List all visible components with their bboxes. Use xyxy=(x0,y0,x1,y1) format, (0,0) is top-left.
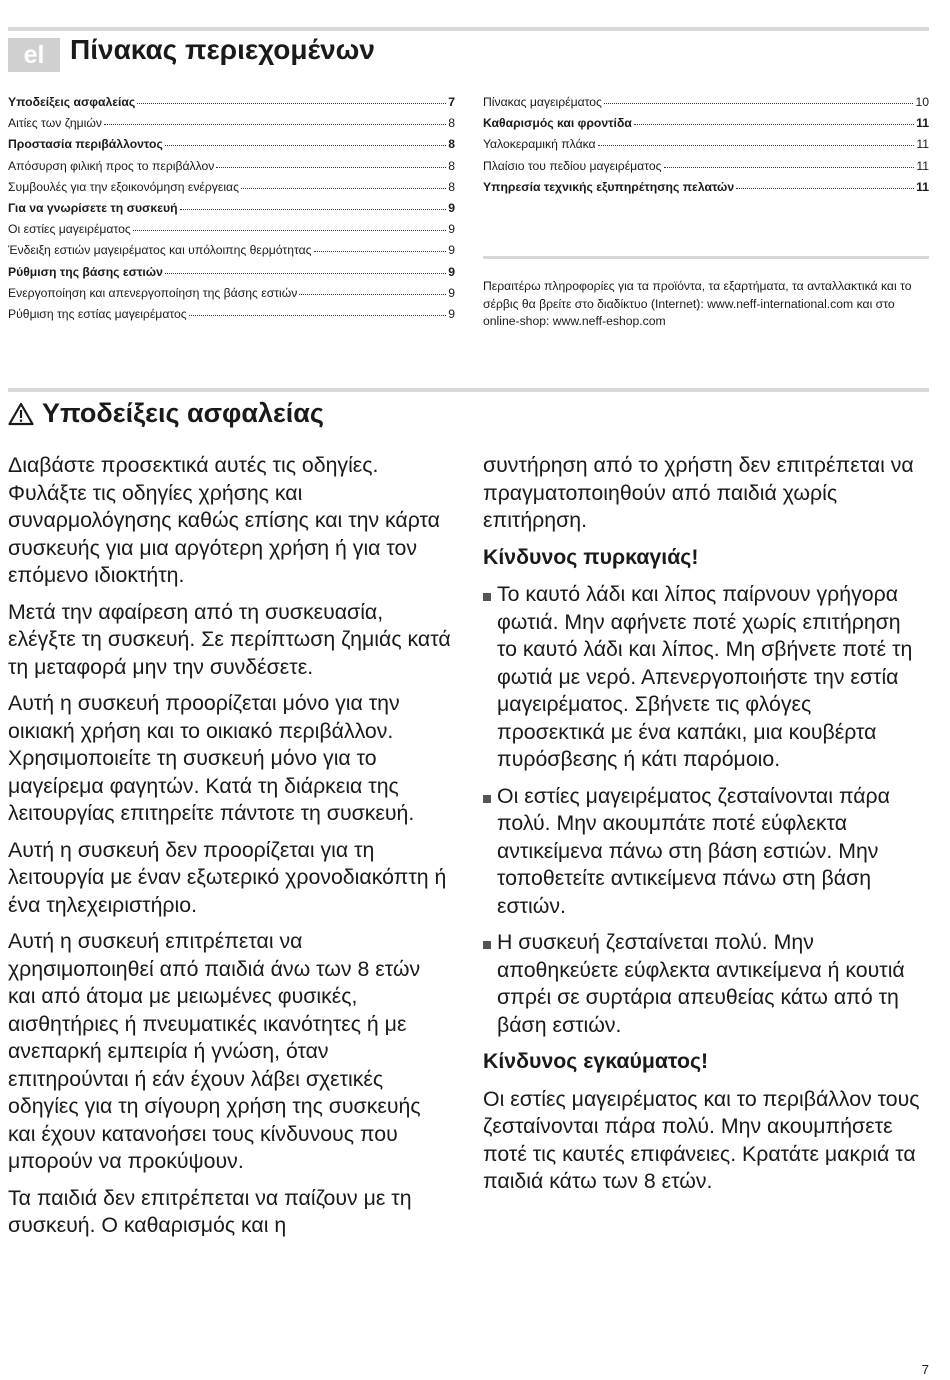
toc-entry-text: Ενεργοποίηση και απενεργοποίηση της βάσης εστιών xyxy=(8,285,298,300)
toc-entry[interactable] xyxy=(483,116,929,137)
safety-title-text: Υποδείξεις ασφαλείας xyxy=(42,398,324,428)
safety-paragraph: συντήρηση από το χρήστη δεν επιτρέπεται να πραγματοποιηθούν από παιδιά χωρίς επιτήρηση. xyxy=(483,453,914,532)
top-rule xyxy=(8,27,929,31)
toc-leader xyxy=(189,315,447,316)
toc-entry-page: 9 xyxy=(448,222,455,237)
toc-entry-text: Υπηρεσία τεχνικής εξυπηρέτησης πελατών xyxy=(483,179,735,194)
toc-leader xyxy=(598,145,915,146)
list-item xyxy=(483,783,923,921)
toc-leader xyxy=(634,124,914,125)
toc-entry[interactable] xyxy=(8,222,455,243)
toc-entry[interactable] xyxy=(483,159,929,180)
bullet-square-icon xyxy=(483,593,491,601)
toc-entry-text: Αιτίες των ζημιών xyxy=(8,116,102,131)
safety-paragraph: Διαβάστε προσεκτικά αυτές τις οδηγίες. Φυλάξτε τις οδηγίες χρήσης και συναρμολόγησης καθώς επίσης και την κάρτα συσκευής για μια αργότερη χρήση ή για τον επόμενο ιδιοκτήτη. xyxy=(8,453,440,587)
toc-entry[interactable] xyxy=(8,201,455,222)
toc-leader xyxy=(664,167,915,168)
toc-entry-text: Ρύθμιση της βάσης εστιών xyxy=(8,264,163,279)
toc-entry[interactable] xyxy=(8,95,455,116)
toc-entry-page: 9 xyxy=(448,243,455,258)
toc-entry-text: Υποδείξεις ασφαλείας xyxy=(8,95,136,109)
safety-section-title xyxy=(8,398,324,429)
language-badge: el xyxy=(8,38,60,72)
toc-entry[interactable] xyxy=(483,137,929,158)
toc-entry[interactable] xyxy=(8,180,455,201)
toc-leader xyxy=(180,209,447,210)
toc-entry[interactable] xyxy=(483,180,929,201)
toc-entry[interactable] xyxy=(8,286,455,307)
toc-leader xyxy=(165,273,446,274)
list-item xyxy=(483,929,923,1039)
toc-entry-text: Ένδειξη εστιών μαγειρέματος και υπόλοιπης θερμότητας xyxy=(8,243,312,258)
toc-leader xyxy=(133,230,446,231)
toc-entry-page: 8 xyxy=(448,137,455,152)
toc-entry-page: 7 xyxy=(448,95,455,109)
toc-leader xyxy=(241,188,446,189)
toc-entry-text: Συμβουλές για την εξοικονόμηση ενέργειας xyxy=(8,179,239,194)
toc-leader xyxy=(604,103,914,104)
safety-paragraph: Αυτή η συσκευή επιτρέπεται να χρησιμοποιηθεί από παιδιά άνω των 8 ετών και από άτομα με μειωμένες φυσικές, αισθητήριες ή πνευματικές ικανότητες ή με ανεπαρκή εμπειρία ή γνώση, όταν επιτηρούνται ή εάν έχουν λάβει σχετικές οδηγίες για τη σίγουρη χρήση της συσκευής και έχουν κατανοήσει τους κίνδυνους που μπορούν να προκύψουν. xyxy=(8,929,421,1173)
toc-entry-page: 9 xyxy=(448,306,455,321)
toc-entry-page: 11 xyxy=(916,116,929,131)
toc-entry[interactable] xyxy=(8,265,455,286)
safety-paragraph: Αυτή η συσκευή δεν προορίζεται για τη λειτουργία με έναν εξωτερικό χρονοδιακόπτη ή ένα τηλεχειριστήριο. xyxy=(8,837,447,917)
toc-entry-page: 9 xyxy=(448,200,455,215)
note-rule xyxy=(483,256,929,259)
safety-paragraph: Τα παιδιά δεν επιτρέπεται να παίζουν με τη συσκευή. Ο καθαρισμός και η xyxy=(8,1185,412,1237)
bullet-square-icon xyxy=(483,941,491,949)
toc-title: Πίνακας περιεχομένων xyxy=(70,34,375,65)
online-info-note: Περαιτέρω πληροφορίες για τα προϊόντα, τα εξαρτήματα, τα ανταλλακτικά και το σέρβις θα βρείτε στο διαδίκτυο (Internet): www.neff-international.com και στο online-shop: www.neff-eshop.com xyxy=(483,279,912,328)
toc-leader xyxy=(165,145,446,146)
fire-hazard-heading: Κίνδυνος πυρκαγιάς! xyxy=(483,544,699,569)
toc-entry-text: Καθαρισμός και φροντίδα xyxy=(483,116,632,131)
toc-leader xyxy=(216,167,446,168)
toc-entry-text: Για να γνωρίσετε τη συσκευή xyxy=(8,200,178,215)
safety-left-column xyxy=(8,452,453,1249)
toc-left-column xyxy=(8,95,455,328)
toc-right-column xyxy=(483,95,929,201)
toc-leader xyxy=(104,124,446,125)
toc-entry-page: 9 xyxy=(448,264,455,279)
safety-paragraph: Μετά την αφαίρεση από τη συσκευασία, ελέγξτε τη συσκευή. Σε περίπτωση ζημιάς κατά τη μεταφορά μην την συνδέσετε. xyxy=(8,599,451,679)
toc-entry-page: 11 xyxy=(916,137,929,152)
toc-entry[interactable] xyxy=(8,116,455,137)
toc-entry-text: Προστασία περιβάλλοντος xyxy=(8,137,163,152)
toc-entry-page: 8 xyxy=(448,158,455,173)
list-item-text: Η συσκευή ζεσταίνεται πολύ. Μην αποθηκεύετε εύφλεκτα αντικείμενα ή κουτιά σπρέι σε συρτάρια απευθείας κάτω από τη βάση εστιών. xyxy=(497,930,905,1037)
toc-entry-text: Ρύθμιση της εστίας μαγειρέματος xyxy=(8,306,187,321)
toc-entry-page: 11 xyxy=(916,158,929,173)
safety-paragraph: Οι εστίες μαγειρέματος και το περιβάλλον τους ζεσταίνονται πάρα πολύ. Μην ακουμπήσετε ποτέ τις καυτές επιφάνειες. Κρατάτε μακριά τα παιδιά κάτω των 8 ετών. xyxy=(483,1086,920,1193)
section-rule xyxy=(8,388,929,392)
toc-entry-text: Υαλοκεραμική πλάκα xyxy=(483,137,596,152)
toc-entry-page: 10 xyxy=(915,95,929,109)
warning-triangle-icon xyxy=(8,402,34,426)
toc-entry-text: Πλαίσιο του πεδίου μαγειρέματος xyxy=(483,158,662,173)
toc-leader xyxy=(314,251,447,252)
toc-leader xyxy=(736,188,914,189)
list-item-text: Οι εστίες μαγειρέματος ζεσταίνονται πάρα πολύ. Μην ακουμπάτε ποτέ εύφλεκτα αντικείμενα πάνω στη βάση εστιών. Μην τοποθετείτε αντικείμενα πάνω στη βάση εστιών. xyxy=(497,783,890,918)
list-item xyxy=(483,581,923,774)
toc-entry-text: Πίνακας μαγειρέματος xyxy=(483,95,602,109)
toc-entry-page: 9 xyxy=(448,285,455,300)
toc-entry-page: 8 xyxy=(448,116,455,131)
toc-entry[interactable] xyxy=(8,159,455,180)
toc-leader xyxy=(137,103,446,104)
page-number: 7 xyxy=(921,1362,929,1377)
toc-entry[interactable] xyxy=(483,95,929,116)
bullet-square-icon xyxy=(483,795,491,803)
safety-right-column xyxy=(483,452,923,1205)
toc-entry-text: Οι εστίες μαγειρέματος xyxy=(8,222,131,237)
toc-entry-text: Απόσυρση φιλική προς το περιβάλλον xyxy=(8,158,215,173)
safety-paragraph: Αυτή η συσκευή προορίζεται μόνο για την οικιακή χρήση και το οικιακό περιβάλλον. Χρησιμοποιείτε τη συσκευή μόνο για το μαγείρεμα φαγητών. Κατά τη διάρκεια της λειτουργίας επιτηρείτε πάντοτε τη συσκευή. xyxy=(8,691,415,825)
toc-entry-page: 8 xyxy=(448,179,455,194)
toc-entry[interactable] xyxy=(8,307,455,328)
toc-leader xyxy=(299,294,446,295)
toc-entry[interactable] xyxy=(8,243,455,264)
burn-hazard-heading: Κίνδυνος εγκαύματος! xyxy=(483,1049,709,1073)
toc-entry[interactable] xyxy=(8,137,455,158)
toc-entry-page: 11 xyxy=(916,179,929,194)
list-item-text: Το καυτό λάδι και λίπος παίρνουν γρήγορα φωτιά. Μην αφήνετε ποτέ χωρίς επιτήρηση το καυτό λάδι και λίπος. Μη σβήνετε ποτέ τη φωτιά με νερό. Απενεργοποιήστε την εστία μαγειρέματος. Σβήνετε τις φλόγες προσεκτικά με ένα καπάκι, μια κουβέρτα πυρόσβεσης ή κάτι παρόμοιο. xyxy=(497,582,913,771)
